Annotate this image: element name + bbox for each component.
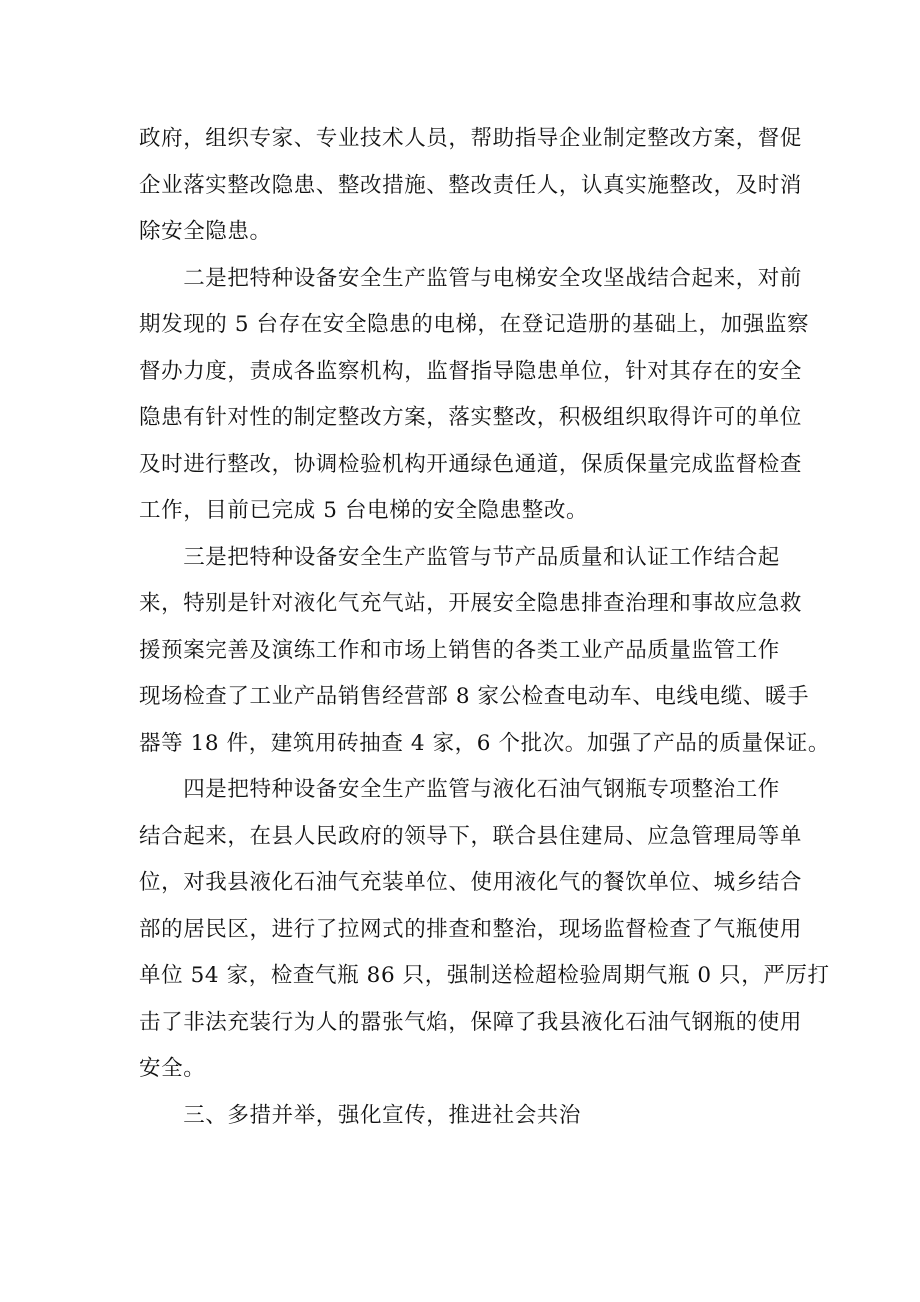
text-line: 器等 18 件，建筑用砖抽查 4 家，6 个批次。加强了产品的质量保证。 — [139, 730, 830, 756]
text-line: 击了非法充装行为人的嚣张气焰，保障了我县液化石油气钢瓶的使用 — [139, 1009, 803, 1035]
text-line: 来，特别是针对液化气充气站，开展安全隐患排查治理和事故应急救 — [139, 591, 803, 616]
text-line: 四是把特种设备安全生产监管与液化石油气钢瓶专项整治工作 — [139, 777, 780, 802]
text-line: 位，对我县液化石油气充装单位、使用液化气的餐饮单位、城乡结合 — [139, 870, 803, 895]
text-line: 援预案完善及演练工作和市场上销售的各类工业产品质量监管工作 — [139, 637, 780, 663]
text-line: 单位 54 家，检查气瓶 86 只，强制送检超检验周期气瓶 0 只，严厉打 — [139, 963, 830, 988]
text-line: 工作，目前已完成 5 台电梯的安全隐患整改。 — [139, 498, 589, 523]
text-line: 安全。 — [139, 1056, 206, 1081]
text-line: 部的居民区，进行了拉网式的排查和整治，现场监督检查了气瓶使用 — [139, 916, 803, 942]
text-line: 督办力度，责成各监察机构，监督指导隐患单位，针对其存在的安全 — [139, 358, 803, 384]
text-line: 隐患有针对性的制定整改方案，落实整改，积极组织取得许可的单位 — [139, 405, 803, 430]
text-line: 除安全隐患。 — [139, 219, 272, 244]
document-body — [139, 116, 830, 1139]
text-line: 期发现的 5 台存在安全隐患的电梯，在登记造册的基础上，加强监察 — [139, 312, 810, 337]
text-line: 现场检查了工业产品销售经营部 8 家公检查电动车、电线电缆、暖手 — [139, 684, 810, 709]
text-line: 结合起来，在县人民政府的领导下，联合县住建局、应急管理局等单 — [139, 823, 803, 849]
text-line: 及时进行整改，协调检验机构开通绿色通道，保质保量完成监督检查 — [139, 451, 803, 477]
section-heading: 三、多措并举，强化宣传，推进社会共治 — [139, 1102, 582, 1128]
text-line: 政府，组织专家、专业技术人员，帮助指导企业制定整改方案，督促 — [139, 126, 803, 151]
text-line: 三是把特种设备安全生产监管与节产品质量和认证工作结合起 — [139, 544, 780, 570]
text-line: 企业落实整改隐患、整改措施、整改责任人，认真实施整改，及时消 — [139, 172, 803, 198]
text-line: 二是把特种设备安全生产监管与电梯安全攻坚战结合起来，对前 — [139, 265, 803, 291]
